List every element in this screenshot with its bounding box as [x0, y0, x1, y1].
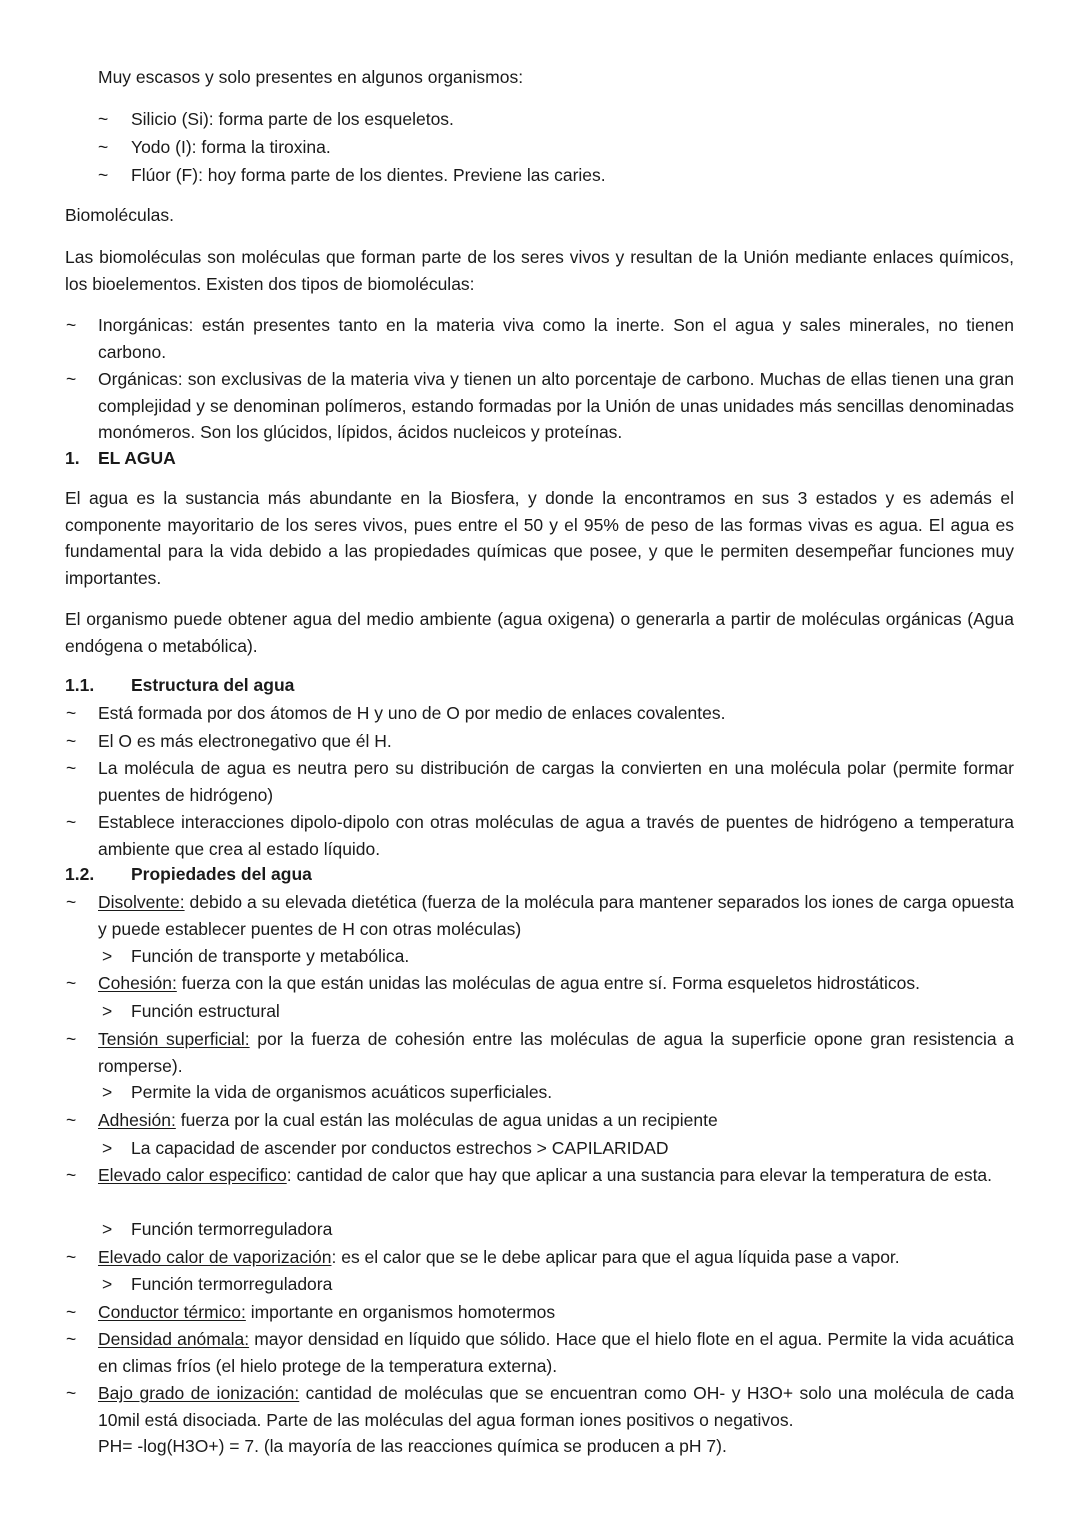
- tilde-bullet-icon: ~: [66, 1029, 77, 1049]
- property-item: [98, 1107, 1014, 1134]
- list-item: Orgánicas: son exclusivas de la materia viva y tienen un alto porcentaje de carbono. Muchas de ellas tienen una gran complejidad y se denominan polímeros, estando formadas por la Unión de unas unidades más sencillas denominadas monómeros. Son los glúcidos, lípidos, ácidos nucleicos y proteínas.: [98, 369, 1014, 442]
- list-item: Silicio (Si): forma parte de los esqueletos.: [131, 109, 454, 129]
- list-item: Yodo (I): forma la tiroxina.: [131, 137, 331, 157]
- property-text: debido a su elevada dietética (fuerza de la molécula para mantener separados los iones de carga opuesta y puede establecer puentes de H con otras moléculas): [98, 892, 1014, 939]
- tilde-bullet-icon: ~: [66, 758, 77, 778]
- property-text: importante en organismos homotermos: [245, 1302, 556, 1322]
- arrow-bullet-icon: >: [102, 946, 113, 966]
- arrow-bullet-icon: >: [102, 1001, 113, 1021]
- tilde-bullet-icon: ~: [66, 1110, 77, 1130]
- property-term: Densidad anómala:: [98, 1329, 250, 1349]
- heading-estructura: Estructura del agua: [131, 675, 295, 695]
- property-item: [98, 1026, 1014, 1079]
- property-term: Bajo grado de ionización:: [98, 1383, 300, 1403]
- list-item: El O es más electronegativo que él H.: [98, 731, 392, 751]
- property-term: Conductor térmico:: [98, 1302, 246, 1322]
- property-term: Cohesión:: [98, 973, 177, 993]
- property-subitem: Función estructural: [131, 1001, 280, 1021]
- property-subitem: Función termorreguladora: [131, 1274, 333, 1294]
- paragraph: Las biomoléculas son moléculas que forman parte de los seres vivos y resultan de la Unión mediante enlaces químicos, los bioelementos. Existen dos tipos de biomoléculas:: [65, 247, 1014, 294]
- property-item: [98, 970, 1014, 997]
- tilde-bullet-icon: ~: [66, 1165, 77, 1185]
- arrow-bullet-icon: >: [102, 1219, 113, 1239]
- tilde-bullet-icon: ~: [66, 1302, 77, 1322]
- property-subitem: Función termorreguladora: [131, 1219, 333, 1239]
- heading-propiedades: Propiedades del agua: [131, 864, 312, 884]
- property-text: fuerza con la que están unidas las moléculas de agua entre sí. Forma esqueletos hidrostáticos.: [176, 973, 921, 993]
- arrow-bullet-icon: >: [102, 1138, 113, 1158]
- tilde-bullet-icon: ~: [66, 1383, 77, 1403]
- property-term: Adhesión:: [98, 1110, 176, 1130]
- tilde-bullet-icon: ~: [66, 973, 77, 993]
- property-item: [98, 1162, 1014, 1189]
- property-text: mayor densidad en líquido que sólido. Hace que el hielo flote en el agua. Permite la vida acuática en climas fríos (el hielo protege de la temperatura externa).: [98, 1329, 1014, 1376]
- tilde-bullet-icon: ~: [98, 109, 109, 129]
- tilde-bullet-icon: ~: [66, 703, 77, 723]
- property-item: [98, 1244, 1014, 1271]
- property-term: Tensión superficial:: [98, 1029, 250, 1049]
- list-item: La molécula de agua es neutra pero su distribución de cargas la convierten en una molécula polar (permite formar puentes de hidrógeno): [98, 758, 1014, 805]
- property-text: : cantidad de calor que hay que aplicar a una sustancia para elevar la temperatura de esta.: [286, 1165, 993, 1185]
- heading-number: 1.1.: [65, 675, 95, 695]
- property-text: cantidad de moléculas que se encuentran como OH- y H3O+ solo una molécula de cada 10mil está disociada. Parte de las moléculas del agua forman iones positivos o negativos.: [98, 1383, 1014, 1430]
- arrow-bullet-icon: >: [102, 1274, 113, 1294]
- property-item: [98, 889, 1014, 942]
- property-subitem: La capacidad de ascender por conductos estrechos > CAPILARIDAD: [131, 1138, 669, 1158]
- list-item: Establece interacciones dipolo-dipolo con otras moléculas de agua a través de puentes de hidrógeno a temperatura ambiente que crea al estado líquido.: [98, 812, 1014, 859]
- property-term: Disolvente:: [98, 892, 185, 912]
- list-item: Está formada por dos átomos de H y uno de O por medio de enlaces covalentes.: [98, 703, 726, 723]
- property-text: fuerza por la cual están las moléculas de agua unidas a un recipiente: [175, 1110, 718, 1130]
- property-term: Elevado calor de vaporización: [98, 1247, 332, 1267]
- property-item: [98, 1380, 1014, 1433]
- property-item: [98, 1299, 1014, 1326]
- ph-formula: PH= -log(H3O+) = 7. (la mayoría de las reacciones química se producen a pH 7).: [98, 1436, 727, 1456]
- arrow-bullet-icon: >: [102, 1082, 113, 1102]
- heading-number: 1.2.: [65, 864, 95, 884]
- tilde-bullet-icon: ~: [98, 137, 109, 157]
- tilde-bullet-icon: ~: [66, 892, 77, 912]
- tilde-bullet-icon: ~: [98, 165, 109, 185]
- property-term: Elevado calor especifico: [98, 1165, 287, 1185]
- property-subitem: Función de transporte y metabólica.: [131, 946, 410, 966]
- intro-text: Muy escasos y solo presentes en algunos organismos:: [98, 67, 524, 87]
- heading-number: 1.: [65, 448, 80, 468]
- list-item: Inorgánicas: están presentes tanto en la materia viva como la inerte. Son el agua y sales minerales, no tienen carbono.: [98, 315, 1014, 362]
- list-item: Flúor (F): hoy forma parte de los dientes. Previene las caries.: [131, 165, 606, 185]
- tilde-bullet-icon: ~: [66, 812, 77, 832]
- tilde-bullet-icon: ~: [66, 315, 77, 335]
- property-item: [98, 1326, 1014, 1379]
- tilde-bullet-icon: ~: [66, 1247, 77, 1267]
- heading-el-agua: EL AGUA: [98, 448, 176, 468]
- tilde-bullet-icon: ~: [66, 369, 77, 389]
- property-text: por la fuerza de cohesión entre las moléculas de agua la superficie opone gran resistencia a romperse).: [98, 1029, 1014, 1076]
- property-text: : es el calor que se le debe aplicar para que el agua líquida pase a vapor.: [331, 1247, 900, 1267]
- section-label: Biomoléculas.: [65, 205, 174, 225]
- tilde-bullet-icon: ~: [66, 1329, 77, 1349]
- property-subitem: Permite la vida de organismos acuáticos superficiales.: [131, 1082, 553, 1102]
- paragraph: El agua es la sustancia más abundante en la Biosfera, y donde la encontramos en sus 3 estados y es además el componente mayoritario de los seres vivos, pues entre el 50 y el 95% de peso de las formas vivas es agua. El agua es fundamental para la vida debido a las propiedades químicas que posee, y que le permiten desempeñar funciones muy importantes.: [65, 488, 1014, 588]
- paragraph: El organismo puede obtener agua del medio ambiente (agua oxigena) o generarla a partir de moléculas orgánicas (Agua endógena o metabólica).: [65, 609, 1014, 656]
- tilde-bullet-icon: ~: [66, 731, 77, 751]
